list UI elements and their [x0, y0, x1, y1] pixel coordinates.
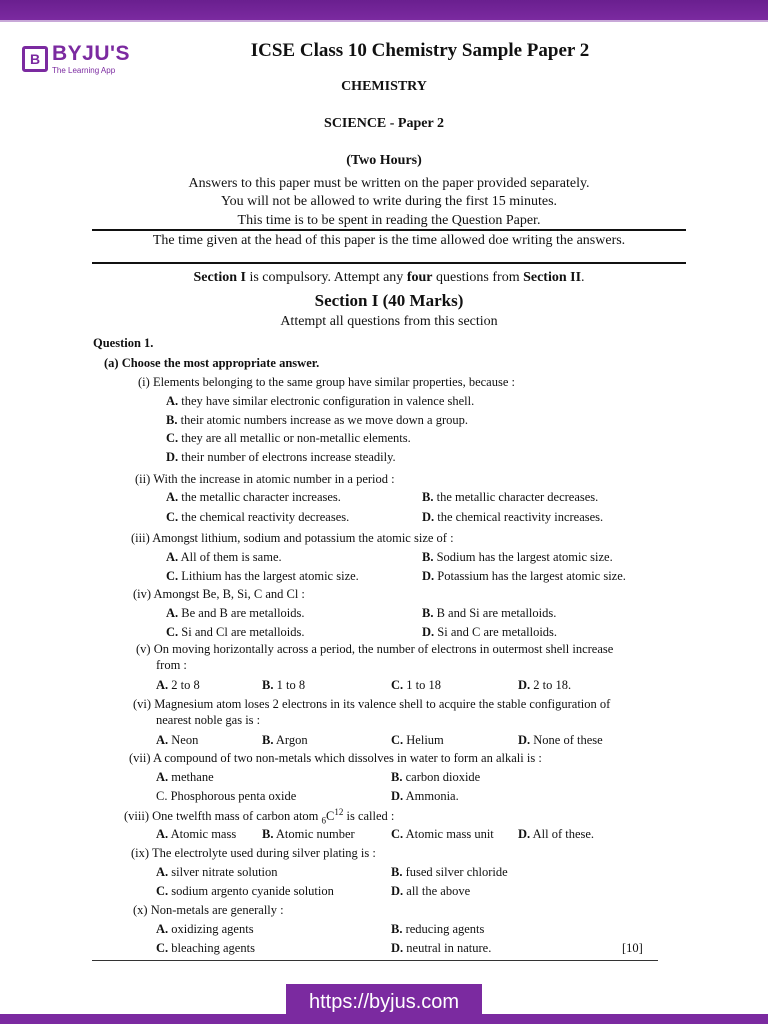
paper-heading: SCIENCE - Paper 2: [324, 116, 444, 131]
question-item-cont: nearest noble gas is :: [156, 713, 261, 727]
option: D. All of these.: [518, 827, 595, 841]
option: C. 1 to 18: [391, 678, 442, 692]
option: A. Atomic mass: [156, 827, 237, 841]
option: A. Be and B are metalloids.: [166, 606, 305, 620]
option: A. silver nitrate solution: [156, 865, 278, 879]
question-item-cont: from :: [156, 658, 187, 672]
section-note: Section I is compulsory. Attempt any four questions from Section II.: [193, 270, 585, 285]
section-title: Section I (40 Marks): [314, 291, 464, 310]
top-brand-bar: [0, 0, 768, 20]
part-a-heading: (a) Choose the most appropriate answer.: [104, 356, 320, 370]
question-item: (ix) The electrolyte used during silver plating is :: [131, 846, 376, 860]
question-item: (iv) Amongst Be, B, Si, C and Cl :: [133, 587, 305, 601]
option: B. carbon dioxide: [391, 770, 481, 784]
option: C. Lithium has the largest atomic size.: [166, 569, 359, 583]
option: B. their atomic numbers increase as we move down a group.: [166, 413, 469, 427]
question-item: (iii) Amongst lithium, sodium and potassium the atomic size of :: [131, 531, 454, 545]
option: A. Neon: [156, 733, 199, 747]
option: B. reducing agents: [391, 922, 485, 936]
option: D. Potassium has the largest atomic size.: [422, 569, 626, 583]
option: A. the metallic character increases.: [166, 490, 341, 504]
subject-heading: CHEMISTRY: [341, 79, 427, 94]
option: C. the chemical reactivity decreases.: [166, 510, 350, 524]
question-item: (v) On moving horizontally across a period, the number of electrons in outermost shell increase: [136, 642, 614, 656]
option: D. the chemical reactivity increases.: [422, 510, 604, 524]
instruction-4: The time given at the head of this paper is the time allowed doe writing the answers.: [152, 233, 626, 248]
option: C. sodium argento cyanide solution: [156, 884, 334, 898]
option: A. they have similar electronic configuration in valence shell.: [166, 394, 475, 408]
footer-url-link[interactable]: https://byjus.com: [286, 984, 482, 1020]
option: C. Phosphorous penta oxide: [156, 789, 297, 803]
header-divider-top: [92, 229, 686, 231]
question-item: (ii) With the increase in atomic number in a period :: [135, 472, 395, 486]
logo-name: BYJU'S: [52, 42, 131, 65]
question-item: (viii) One twelfth mass of carbon atom $_6C^{12}$ is called :: [124, 807, 395, 826]
option: B. Atomic number: [262, 827, 355, 841]
option: B. Argon: [262, 733, 308, 747]
option: A. methane: [156, 770, 214, 784]
option: D. Si and C are metalloids.: [422, 625, 558, 639]
option: D. all the above: [391, 884, 471, 898]
logo-tagline: The Learning App: [52, 66, 116, 75]
option: C. they are all metallic or non-metallic elements.: [166, 431, 411, 445]
question-item: (vii) A compound of two non-metals which dissolves in water to form an alkali is :: [129, 751, 542, 765]
option: B. the metallic character decreases.: [422, 490, 599, 504]
option: B. 1 to 8: [262, 678, 306, 692]
option: C. Helium: [391, 733, 444, 747]
option: C. bleaching agents: [156, 941, 255, 955]
option: D. neutral in nature.: [391, 941, 492, 955]
section-subtitle: Attempt all questions from this section: [280, 314, 498, 329]
option: B. Sodium has the largest atomic size.: [422, 550, 613, 564]
option: B. B and Si are metalloids.: [422, 606, 557, 620]
question-label: Question 1.: [93, 336, 154, 350]
question-item: (vi) Magnesium atom loses 2 electrons in its valence shell to acquire the stable configuration of: [133, 697, 611, 711]
bottom-rule: [92, 960, 658, 961]
option: D. None of these: [518, 733, 603, 747]
option: A. 2 to 8: [156, 678, 200, 692]
instruction-3: This time is to be spent in reading the Question Paper.: [237, 213, 541, 228]
instruction-2: You will not be allowed to write during the first 15 minutes.: [220, 194, 558, 209]
logo-mark-icon: B: [22, 46, 48, 72]
option: C. Atomic mass unit: [391, 827, 494, 841]
option: D. 2 to 18.: [518, 678, 572, 692]
option: D. Ammonia.: [391, 789, 459, 803]
instruction-1: Answers to this paper must be written on the paper provided separately.: [188, 176, 590, 191]
option: C. Si and Cl are metalloids.: [166, 625, 305, 639]
option: D. their number of electrons increase steadily.: [166, 450, 396, 464]
option: B. fused silver chloride: [391, 865, 508, 879]
page-title: ICSE Class 10 Chemistry Sample Paper 2: [250, 40, 590, 61]
duration-heading: (Two Hours): [346, 153, 422, 168]
option: A. oxidizing agents: [156, 922, 254, 936]
question-item: (i) Elements belonging to the same group have similar properties, because :: [138, 375, 515, 389]
option: A. All of them is same.: [166, 550, 282, 564]
marks-badge: [10]: [622, 941, 643, 955]
question-item: (x) Non-metals are generally :: [133, 903, 284, 917]
header-divider-bottom: [92, 262, 686, 264]
